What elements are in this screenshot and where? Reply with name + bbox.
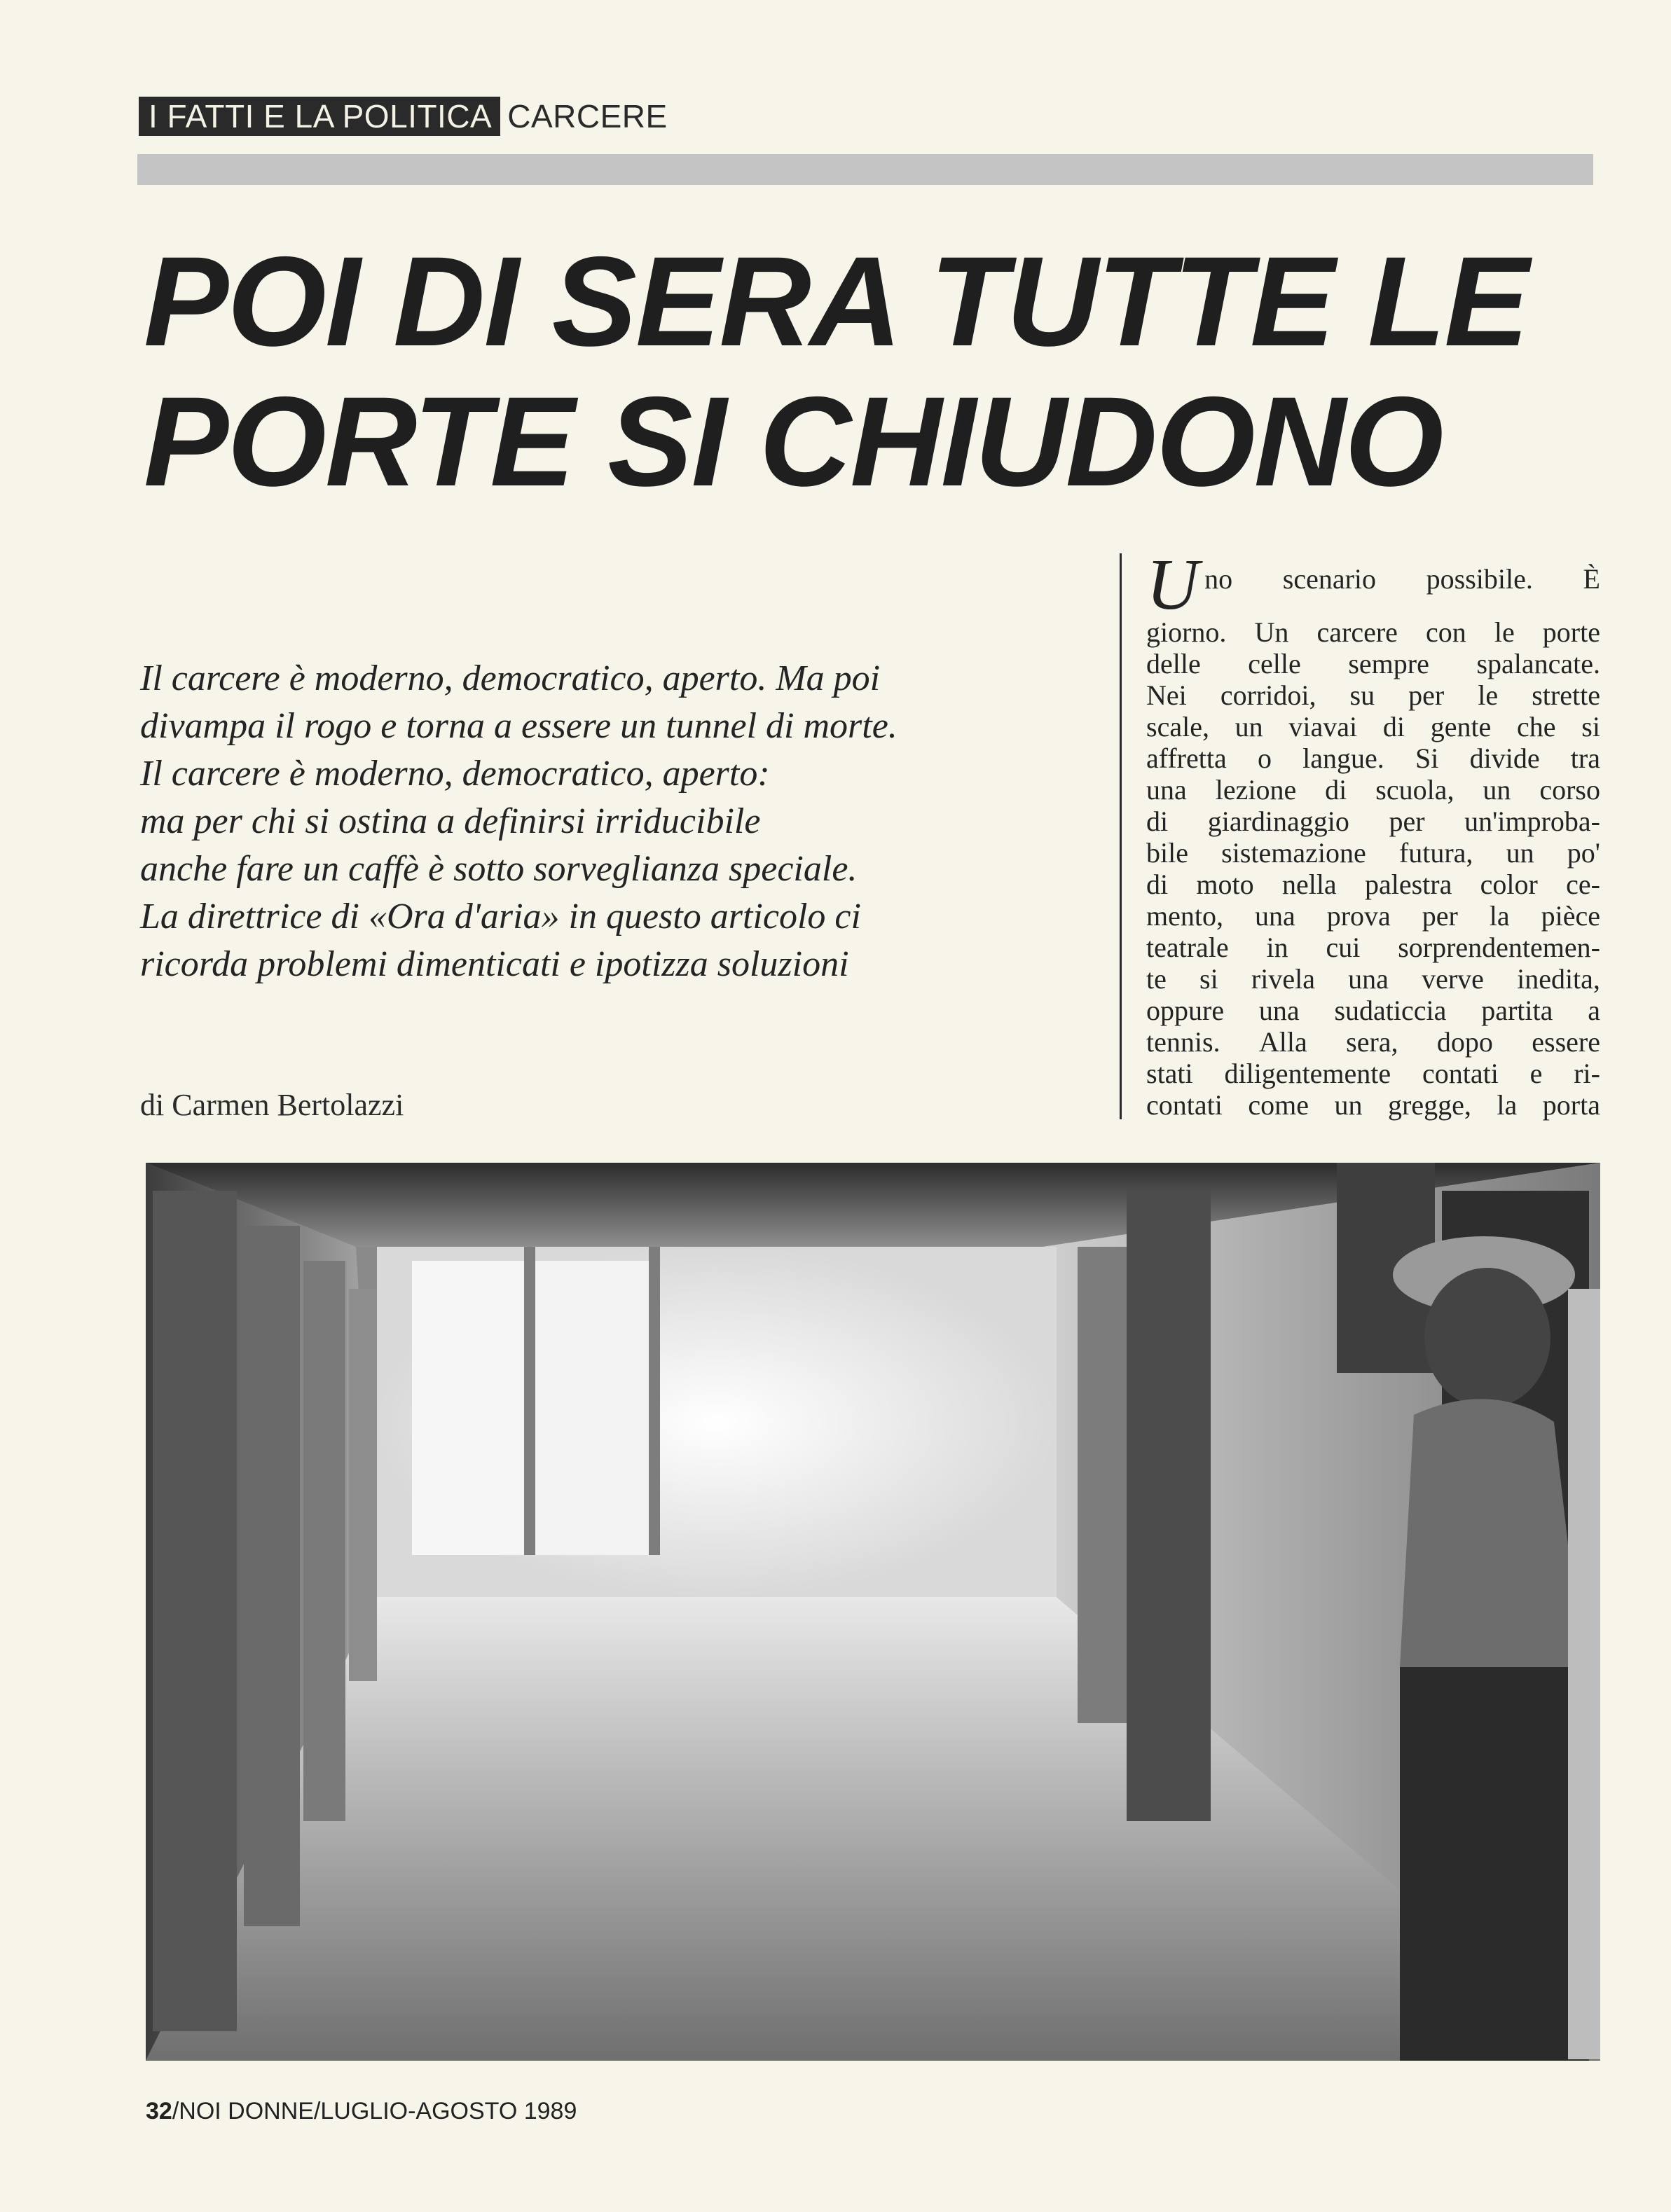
body-word: un'improba- (1464, 806, 1600, 837)
body-word: un (1483, 774, 1511, 806)
body-word: per (1408, 679, 1445, 711)
body-word: la (1489, 900, 1510, 932)
body-word: verve (1422, 963, 1484, 995)
body-word: affretta (1146, 742, 1227, 774)
body-word: contati (1422, 1058, 1499, 1089)
body-word: tra (1570, 742, 1600, 774)
body-word: strette (1532, 679, 1600, 711)
body-word: divide (1469, 742, 1540, 774)
body-word: corso (1539, 774, 1600, 806)
body-word: Alla (1258, 1026, 1307, 1058)
body-word: Si (1415, 742, 1439, 774)
body-line (1146, 995, 1600, 1026)
body-word: scenario (1282, 563, 1377, 595)
body-line (1146, 837, 1600, 869)
publication-info: /NOI DONNE/LUGLIO-AGOSTO 1989 (172, 2098, 577, 2124)
body-word: È (1583, 563, 1600, 595)
photo-illustration (146, 1163, 1600, 2061)
body-line (1146, 648, 1600, 679)
body-word: prova (1326, 900, 1391, 932)
byline: di Carmen Bertolazzi (140, 1088, 404, 1122)
body-word: in (1266, 932, 1288, 963)
body-word: rivela (1251, 963, 1315, 995)
body-word: un (1334, 1089, 1363, 1121)
body-line (1146, 774, 1600, 806)
body-word: le (1494, 616, 1515, 648)
body-word: palestra (1364, 869, 1452, 900)
body-word: diligentemente (1224, 1058, 1391, 1089)
body-word: si (1199, 963, 1218, 995)
lead-line: Il carcere è moderno, democratico, aperto. Ma poi (140, 658, 881, 698)
headline-line-1: POI DI SERA TUTTE LE (144, 230, 1528, 373)
body-word: la (1497, 1089, 1518, 1121)
body-word: di (1382, 711, 1405, 742)
headline-line-2: PORTE SI CHIUDONO (144, 370, 1443, 513)
body-word: una (1146, 774, 1187, 806)
body-word: futura, (1398, 837, 1473, 869)
body-word: po' (1567, 837, 1600, 869)
body-line (1146, 869, 1600, 900)
drop-cap: U (1146, 553, 1199, 625)
body-word: contati (1146, 1089, 1223, 1121)
body-word: moto (1196, 869, 1254, 900)
body-word: sistemazione (1221, 837, 1366, 869)
body-word: un (1235, 711, 1263, 742)
body-word: o (1257, 742, 1272, 774)
body-word: a (1588, 995, 1600, 1026)
body-word: spalancate. (1476, 648, 1600, 679)
body-word: bile (1146, 837, 1188, 869)
body-word: giorno. (1146, 616, 1227, 648)
body-word: sera, (1346, 1026, 1398, 1058)
body-word: Un (1254, 616, 1289, 648)
body-word: scuola, (1375, 774, 1455, 806)
body-lines (1146, 616, 1600, 1121)
headline (144, 231, 1601, 511)
body-word: carcere (1316, 616, 1398, 648)
body-word: sorprendentemen- (1398, 932, 1600, 963)
lead-line: ricorda problemi dimenticati e ipotizza soluzioni (140, 944, 849, 984)
body-word: ri- (1574, 1058, 1600, 1089)
body-line (1146, 1089, 1600, 1121)
body-line (1146, 932, 1600, 963)
body-word: ce- (1566, 869, 1600, 900)
body-word: scale, (1146, 711, 1209, 742)
body-word: nella (1281, 869, 1337, 900)
page-number: 32 (146, 2098, 172, 2124)
body-word: giardinaggio (1207, 806, 1349, 837)
section-highlight: I FATTI E LA POLITICA (139, 97, 500, 136)
body-word: porta (1542, 1089, 1600, 1121)
lead-line: Il carcere è moderno, democratico, aperto: (140, 754, 770, 794)
body-word: sudaticcia (1334, 995, 1447, 1026)
section-tag (139, 97, 668, 136)
body-word: corridoi, (1220, 679, 1316, 711)
body-word: sempre (1348, 648, 1429, 679)
body-word: inedita, (1517, 963, 1600, 995)
body-word: tennis. (1146, 1026, 1220, 1058)
body-line (1146, 806, 1600, 837)
section-topic: CARCERE (507, 98, 668, 134)
body-word: celle (1248, 648, 1301, 679)
body-line (1146, 742, 1600, 774)
body-word: per (1389, 806, 1425, 837)
body-line (1146, 711, 1600, 742)
body-line (1146, 679, 1600, 711)
body-word: come (1248, 1089, 1309, 1121)
body-word: possibile. (1426, 563, 1533, 595)
lead-line: divampa il rogo e torna a essere un tunnel di morte. (140, 706, 898, 746)
body-word: delle (1146, 648, 1201, 679)
body-word: Nei (1146, 679, 1187, 711)
body-first-line-text (1200, 553, 1600, 616)
header-gray-bar (137, 154, 1593, 185)
body-word: di (1146, 869, 1169, 900)
body-word: gente (1430, 711, 1492, 742)
body-line (1146, 616, 1600, 648)
body-word: e (1529, 1058, 1543, 1089)
body-word: porte (1542, 616, 1600, 648)
body-word: stati (1146, 1058, 1193, 1089)
body-word: gregge, (1388, 1089, 1471, 1121)
body-word: di (1325, 774, 1347, 806)
body-word: dopo (1436, 1026, 1493, 1058)
lead-paragraph (140, 655, 1121, 988)
body-word: partita (1481, 995, 1553, 1026)
body-word: un (1506, 837, 1534, 869)
body-line (1146, 1058, 1600, 1089)
body-word: per (1422, 900, 1458, 932)
body-first-line (1146, 553, 1600, 625)
body-word: mento, (1146, 900, 1223, 932)
body-word: le (1478, 679, 1499, 711)
prison-corridor-photo (146, 1163, 1600, 2061)
body-line (1146, 1026, 1600, 1058)
body-column (1146, 553, 1600, 1121)
body-word: su (1349, 679, 1375, 711)
body-word: langue. (1302, 742, 1384, 774)
lead-line: La direttrice di «Ora d'aria» in questo articolo ci (140, 897, 861, 936)
body-word: te (1146, 963, 1167, 995)
lead-line: anche fare un caffè è sotto sorveglianza speciale. (140, 849, 858, 889)
column-rule (1120, 553, 1122, 1119)
body-word: viavai (1288, 711, 1358, 742)
lead-line: ma per chi si ostina a definirsi irriducibile (140, 801, 761, 841)
body-word: pièce (1541, 900, 1600, 932)
body-word: una (1258, 995, 1300, 1026)
body-word: color (1480, 869, 1538, 900)
body-line (1146, 963, 1600, 995)
body-word: di (1146, 806, 1169, 837)
body-word: una (1348, 963, 1389, 995)
body-word: con (1425, 616, 1466, 648)
body-word: lezione (1215, 774, 1297, 806)
body-word: cui (1326, 932, 1361, 963)
body-line (1146, 900, 1600, 932)
body-word: no (1204, 563, 1233, 595)
body-word: teatrale (1146, 932, 1229, 963)
body-word: una (1254, 900, 1295, 932)
body-word: che (1517, 711, 1556, 742)
body-word: si (1581, 711, 1600, 742)
body-word: oppure (1146, 995, 1225, 1026)
page-footer (146, 2097, 577, 2125)
body-word: essere (1532, 1026, 1600, 1058)
